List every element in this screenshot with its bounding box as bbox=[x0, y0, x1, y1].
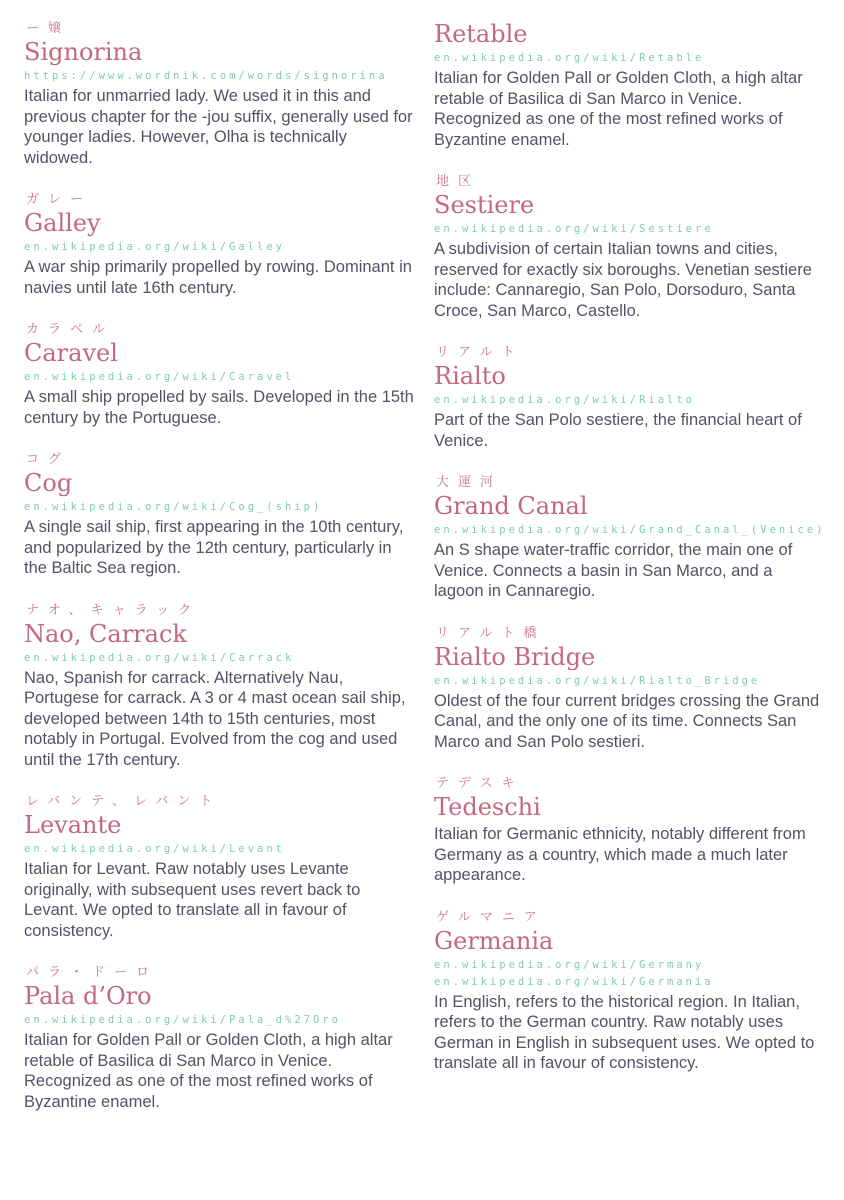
glossary-entry bbox=[24, 965, 414, 1112]
entry-japanese-reading: ガレー bbox=[26, 192, 93, 207]
entry-japanese-reading: ー嬢 bbox=[26, 21, 71, 36]
entry-description: Nao, Spanish for carrack. Alternatively Nau, Portugese for carrack. A 3 or 4 mast ocean sail ship, developed between 14th to 15th centuries, most notably in Portugal. Evolved from the cog and used until the 17th century. bbox=[24, 668, 406, 769]
entry-title: Retable bbox=[434, 20, 528, 48]
entry-japanese-reading: レバンテ、レバント bbox=[26, 794, 222, 809]
entry-source-url[interactable]: en.wikipedia.org/wiki/Pala_d%27Oro bbox=[24, 1014, 341, 1026]
glossary-entry bbox=[434, 475, 824, 602]
entry-url-list bbox=[434, 394, 824, 407]
entry-description: An S shape water-traffic corridor, the main one of Venice. Connects a basin in San Marco, and a lagoon in Cannaregio. bbox=[434, 541, 793, 600]
entry-source-url[interactable]: en.wikipedia.org/wiki/Retable bbox=[434, 52, 705, 64]
glossary-entry bbox=[24, 322, 414, 428]
entry-source-url[interactable]: en.wikipedia.org/wiki/Galley bbox=[24, 241, 286, 253]
entry-source-url[interactable]: en.wikipedia.org/wiki/Rialto_Bridge bbox=[434, 674, 761, 687]
entry-url-list bbox=[434, 675, 824, 688]
entry-title: Germania bbox=[434, 926, 554, 955]
entry-title: Galley bbox=[24, 209, 101, 237]
entry-description: Oldest of the four current bridges crossing the Grand Canal, and the only one of its time. Connects San Marco and San Polo sestieri. bbox=[434, 691, 820, 751]
entry-japanese-reading: ナオ、キャラック bbox=[26, 602, 201, 618]
entry-title: Nao, Carrack bbox=[24, 619, 187, 648]
entry-title: Sestiere bbox=[434, 191, 535, 219]
entry-source-url[interactable]: en.wikipedia.org/wiki/Germany bbox=[434, 958, 705, 971]
entry-description: A war ship primarily propelled by rowing. Dominant in navies until late 16th century. bbox=[24, 258, 412, 297]
entry-title: Grand Canal bbox=[434, 492, 588, 520]
entry-title: Signorina bbox=[24, 38, 143, 66]
entry-url-list bbox=[24, 371, 414, 384]
entry-source-url[interactable]: en.wikipedia.org/wiki/Sestiere bbox=[434, 223, 714, 235]
entry-description: Part of the San Polo sestiere, the financial heart of Venice. bbox=[434, 411, 802, 450]
entry-description: A small ship propelled by sails. Developed in the 15th century by the Portuguese. bbox=[24, 388, 414, 427]
entry-url-list bbox=[24, 652, 414, 665]
entry-source-url[interactable]: en.wikipedia.org/wiki/Caravel bbox=[24, 371, 295, 383]
entry-title: Tedeschi bbox=[434, 793, 541, 821]
entry-description: Italian for Levant. Raw notably uses Levante originally, with subsequent uses revert back to Levant. We opted to translate all in favour of consistency. bbox=[24, 860, 361, 940]
entry-description: A single sail ship, first appearing in the 10th century, and popularized by the 12th century, particularly in the Baltic Sea region. bbox=[24, 518, 404, 577]
glossary-entry bbox=[434, 174, 824, 321]
entry-japanese-reading: 地区 bbox=[436, 174, 481, 189]
entry-url-list bbox=[24, 843, 414, 856]
entry-url-list bbox=[434, 959, 824, 989]
entry-japanese-reading: コグ bbox=[26, 452, 71, 467]
entry-title: Cog bbox=[24, 469, 73, 497]
entry-japanese-reading: リアルト bbox=[436, 345, 524, 360]
entry-source-url[interactable]: en.wikipedia.org/wiki/Carrack bbox=[24, 651, 295, 664]
entry-source-url[interactable]: en.wikipedia.org/wiki/Grand_Canal_(Venice) bbox=[434, 524, 826, 536]
glossary-entry bbox=[434, 626, 824, 753]
glossary-entry bbox=[434, 776, 824, 886]
entry-description: Italian for unmarried lady. We used it in this and previous chapter for the -jou suffix, generally used for younger ladies. However, Olha is technically widowed. bbox=[24, 87, 413, 167]
entry-japanese-reading: カラベル bbox=[26, 322, 115, 337]
glossary-entry bbox=[434, 345, 824, 451]
entry-japanese-reading: ゲルマニア bbox=[436, 909, 546, 925]
entry-source-url[interactable]: en.wikipedia.org/wiki/Germania bbox=[434, 975, 714, 988]
entry-title: Rialto Bridge bbox=[434, 642, 596, 671]
entry-url-list bbox=[24, 70, 414, 83]
entry-description: Italian for Germanic ethnicity, notably different from Germany as a country, which made a much later appearance. bbox=[434, 825, 806, 884]
glossary-column-right bbox=[434, 21, 824, 1200]
entry-source-url[interactable]: https://www.wordnik.com/words/signorina bbox=[24, 70, 388, 82]
entry-source-url[interactable]: en.wikipedia.org/wiki/Levant bbox=[24, 843, 286, 855]
entry-url-list bbox=[434, 52, 824, 65]
entry-description: Italian for Golden Pall or Golden Cloth, a high altar retable of Basilica di San Marco in Venice. Recognized as one of the most refined works of Byzantine enamel. bbox=[434, 69, 803, 149]
entry-source-url[interactable]: en.wikipedia.org/wiki/Rialto bbox=[434, 394, 696, 406]
glossary-column-left bbox=[24, 21, 414, 1200]
glossary-entry bbox=[24, 21, 414, 168]
glossary-entry bbox=[24, 603, 414, 771]
entry-description: Italian for Golden Pall or Golden Cloth, a high altar retable of Basilica di San Marco in Venice. Recognized as one of the most refined works of Byzantine enamel. bbox=[24, 1031, 393, 1111]
glossary-entry bbox=[24, 794, 414, 941]
entry-japanese-reading: リアルト橋 bbox=[436, 625, 546, 641]
entry-description: A subdivision of certain Italian towns and cities, reserved for exactly six boroughs. Venetian sestiere include: Cannaregio, San Polo, Dorsoduro, Santa Croce, San Marco, Castello. bbox=[434, 240, 812, 320]
entry-url-list bbox=[434, 524, 824, 537]
entry-japanese-reading: パラ・ドーロ bbox=[26, 965, 159, 980]
glossary-entry bbox=[434, 21, 824, 150]
entry-url-list bbox=[434, 223, 824, 236]
entry-title: Levante bbox=[24, 811, 122, 839]
entry-japanese-reading: テデスキ bbox=[436, 776, 524, 791]
entry-url-list bbox=[24, 501, 414, 514]
entry-title: Caravel bbox=[24, 339, 118, 367]
entry-description: In English, refers to the historical region. In Italian, refers to the German country. Raw notably uses German in English in subsequent uses. We opted to translate all in favour of consistency. bbox=[434, 992, 815, 1072]
entry-url-list bbox=[24, 1014, 414, 1027]
entry-title: Pala d’Oro bbox=[24, 982, 152, 1010]
glossary-entry bbox=[24, 192, 414, 298]
entry-japanese-reading: 大運河 bbox=[436, 475, 503, 490]
entry-url-list bbox=[24, 241, 414, 254]
glossary-entry bbox=[24, 452, 414, 579]
entry-source-url[interactable]: en.wikipedia.org/wiki/Cog_(ship) bbox=[24, 501, 323, 513]
glossary-entry bbox=[434, 910, 824, 1074]
entry-title: Rialto bbox=[434, 362, 506, 390]
